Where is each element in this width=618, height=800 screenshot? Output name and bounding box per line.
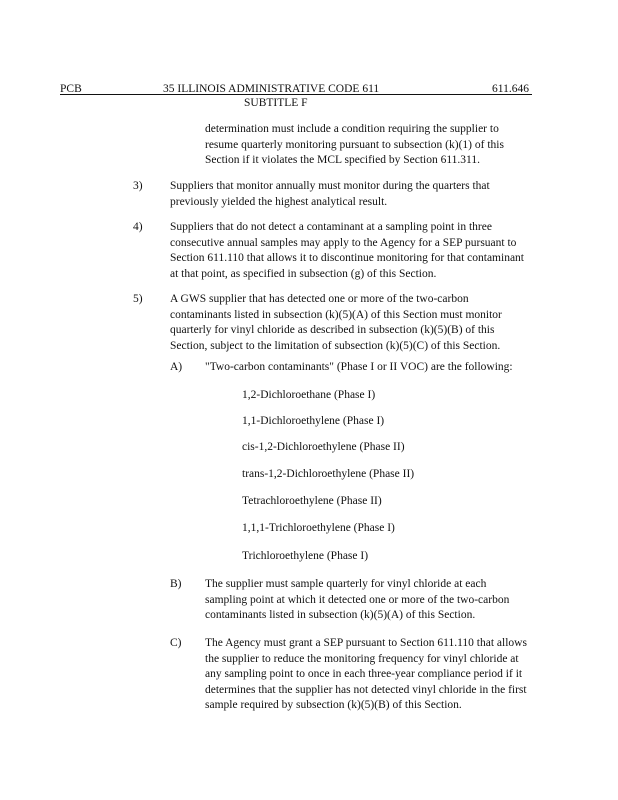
subitem-label: B) (170, 578, 182, 590)
subitem-text: The supplier must sample quarterly for vinyl chloride at each sampling point at which it detected one or more of the two-carbon contaminants listed in subsection (k)(5)(A) of this Section. (205, 578, 510, 621)
chemical-list-item: Trichloroethylene (Phase I) (242, 550, 369, 562)
header-center: 35 ILLINOIS ADMINISTRATIVE CODE 611 (163, 83, 380, 95)
header-subtitle: SUBTITLE F (244, 97, 308, 109)
item-label: 3) (133, 180, 143, 192)
item-text: Suppliers that monitor annually must monitor during the quarters that previously yielded the highest analytical result. (170, 180, 490, 208)
header-right: 611.646 (492, 83, 529, 95)
item-label: 4) (133, 221, 143, 233)
item-text: Suppliers that do not detect a contaminant at a sampling point in three consecutive annual samples may apply to the Agency for a SEP pursuant to Section 611.110 that allows it to discontinue monitoring for that contaminant at that point, as specified in subsection (g) of this Section. (170, 221, 524, 280)
chemical-list-item: trans-1,2-Dichloroethylene (Phase II) (242, 468, 415, 480)
subitem-text: "Two-carbon contaminants" (Phase I or II VOC) are the following: (205, 361, 513, 373)
chemical-list-item: 1,1,1-Trichloroethylene (Phase I) (242, 522, 395, 534)
chemical-list-item: Tetrachloroethylene (Phase II) (242, 495, 382, 507)
chemical-list-item: 1,2-Dichloroethane (Phase I) (242, 389, 376, 401)
subitem-text: The Agency must grant a SEP pursuant to Section 611.110 that allows the supplier to reduce the monitoring frequency for vinyl chloride at any sampling point to once in each three-year compliance period if it determines that the supplier has not detected vinyl chloride in the first sample required by subsection (k)(5)(B) of this Section. (205, 637, 527, 711)
header-left: PCB (60, 83, 82, 95)
chemical-list-item: 1,1-Dichloroethylene (Phase I) (242, 415, 385, 427)
chemical-list-item: cis-1,2-Dichloroethylene (Phase II) (242, 441, 405, 453)
item-label: 5) (133, 293, 143, 305)
subitem-label: A) (170, 361, 183, 373)
continuation-paragraph: determination must include a condition requiring the supplier to resume quarterly monitoring pursuant to subsection (k)(1) of this Section if it violates the MCL specified by Section 611.311. (205, 123, 504, 166)
subitem-label: C) (170, 637, 182, 649)
page-header (60, 82, 532, 95)
item-text: A GWS supplier that has detected one or more of the two-carbon contaminants listed in subsection (k)(5)(A) of this Section must monitor quarterly for vinyl chloride as described in subsection (k)(5)(B) of this Section, subject to the limitation of subsection (k)(5)(C) of this Section. (170, 293, 502, 352)
